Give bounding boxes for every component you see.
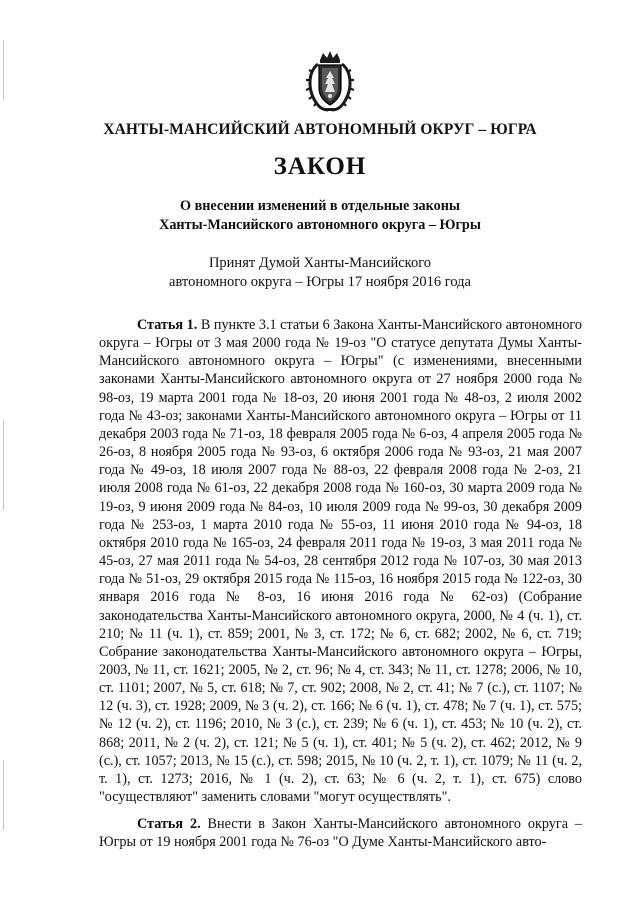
scan-edge-mark	[3, 760, 4, 830]
adoption-note-line: Принят Думой Ханты-Мансийского	[208, 255, 432, 271]
law-subtitle	[0, 197, 640, 235]
region-heading: ХАНТЫ-МАНСИЙСКИЙ АВТОНОМНЫЙ ОКРУГ – ЮГРА	[103, 121, 537, 138]
article-label: Статья 2.	[137, 816, 201, 832]
document-type-title: ЗАКОН	[273, 153, 367, 180]
article-paragraph	[99, 316, 582, 806]
article-1	[99, 316, 582, 806]
article-label: Статья 1.	[137, 317, 198, 333]
adoption-note-line: автономного округа – Югры 17 ноября 2016 года	[169, 274, 471, 290]
article-text: В пункте 3.1 статьи 6 Закона Ханты-Мансийского автономного округа – Югры от 3 мая 2000 года № 19-оз "О статусе депутата Думы Ханты-Мансийского автономного округа – Югры" (с изменениями, внесенными законами Ханты-Мансийского автономного округа от 27 ноября 2000 года № 98-оз, 19 марта 2001 года № 18-оз, 20 июня 2001 года № 48-оз, 2 июля 2002 года № 43-оз; законами Ханты-Мансийского автономного округа – Югры от 11 декабря 2003 года № 71-оз, 18 февраля 2005 года № 6-оз, 4 апреля 2005 года № 26-оз, 8 ноября 2005 года № 93-оз, 6 октября 2006 года № 93-оз, 21 мая 2007 года № 49-оз, 18 июля 2007 года № 88-оз, 22 февраля 2008 года № 2-оз, 21 июля 2008 года № 61-оз, 22 декабря 2008 года № 160-оз, 30 марта 2009 года № 19-оз, 9 июня 2009 года № 84-оз, 10 июля 2009 года № 99-оз, 30 декабря 2009 года № 253-оз, 1 марта 2010 года № 55-оз, 11 июня 2010 года № 94-оз, 18 октября 2010 года № 165-оз, 24 февраля 2011 года № 19-оз, 3 мая 2011 года № 45-оз, 27 мая 2011 года № 54-оз, 28 сентября 2012 года № 107-оз, 30 мая 2013 года № 51-оз, 29 октября 2015 года № 115-оз, 16 ноября 2015 года № 122-оз, 30 января 2016 года № 8-оз, 16 июня 2016 года № 62-оз) (Собрание законодательства Ханты-Мансийского автономного округа, 2000, № 4 (ч. 1), ст. 210; № 11 (ч. 1), ст. 859; 2001, № 3, ст. 172; № 6, ст. 682; 2002, № 6, ст. 719; Собрание законодательства Ханты-Мансийского автономного округа – Югры, 2003, № 11, ст. 1621; 2005, № 2, ст. 96; № 4, ст. 343; № 11, ст. 1278; 2006, № 10, ст. 1101; 2007, № 5, ст. 618; № 7, ст. 902; 2008, № 2, ст. 41; № 7 (с.), ст. 1107; № 12 (ч. 3), ст. 1928; 2009, № 3 (ч. 2), ст. 166; № 6 (ч. 1), ст. 478; № 7 (ч. 1), ст. 575; № 12 (ч. 2), ст. 1196; 2010, № 3 (с.), ст. 239; № 6 (ч. 1), ст. 453; № 10 (ч. 2), ст. 868; 2011, № 2 (ч. 2), ст. 121; № 5 (ч. 1), ст. 401; № 5 (ч. 2), ст. 462; 2012, № 9 (с.), ст. 1057; 2013, № 15 (с.), ст. 598; 2015, № 10 (ч. 2, т. 1), ст. 1079; № 11 (ч. 2, т. 1), ст. 1273; 2016, № 1 (ч. 2), ст. 63; № 6 (ч. 2, т. 1), ст. 675) слово "осуществляют" заменить словами "могут осуществлять".	[99, 317, 582, 806]
adoption-note	[0, 254, 640, 292]
article-2	[99, 815, 582, 851]
law-subtitle-line: Ханты-Мансийского автономного округа – Югры	[159, 217, 481, 233]
coat-of-arms-icon	[304, 50, 356, 112]
scan-edge-mark	[3, 420, 4, 510]
article-paragraph	[99, 815, 582, 851]
scan-edge-mark	[3, 40, 4, 100]
article-text: Внести в Закон Ханты-Мансийского автономного округа – Югры от 19 ноября 2001 года № 76-оз "О Думе Ханты-Мансийского авто-	[99, 816, 582, 851]
law-subtitle-line: О внесении изменений в отдельные законы	[180, 198, 460, 214]
